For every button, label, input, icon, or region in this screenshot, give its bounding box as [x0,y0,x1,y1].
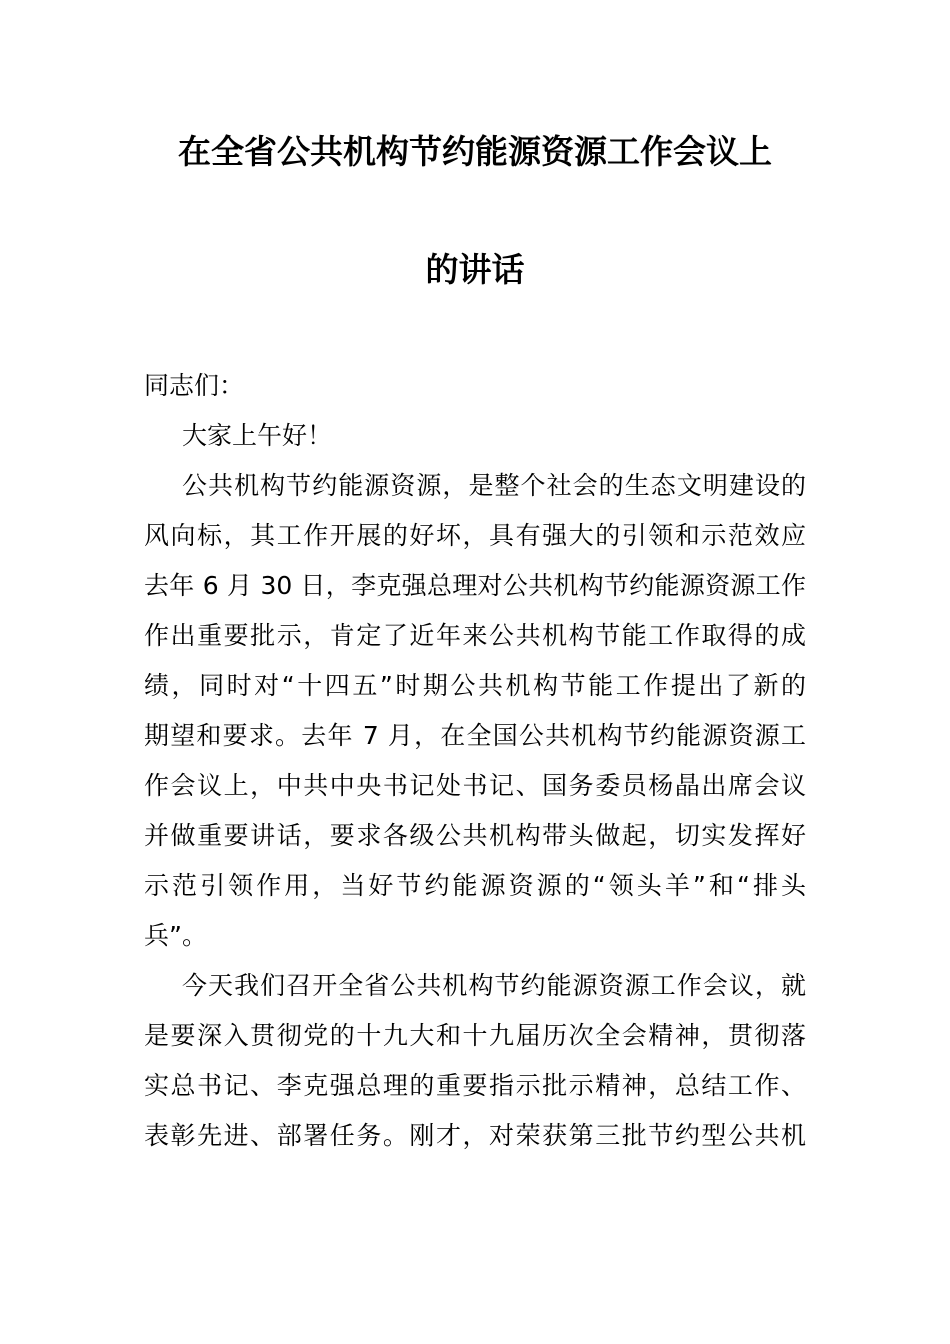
paragraph-line: 示范引领作用，当好节约能源资源的“领头羊”和“排头 [144,871,806,900]
paragraph-line: 表彰先进、部署任务。刚才，对荣获第三批节约型公共机 [144,1121,806,1150]
paragraph-line: 今天我们召开全省公共机构节约能源资源工作会议，就 [182,971,806,1000]
document-title-line-1: 在全省公共机构节约能源资源工作会议上 [178,132,772,171]
paragraph-line: 绩，同时对“十四五”时期公共机构节能工作提出了新的 [144,671,806,700]
paragraph-line: 作出重要批示，肯定了近年来公共机构节能工作取得的成 [144,621,806,650]
paragraph-line: 兵”。 [144,921,207,950]
document-title-line-2: 的讲话 [425,250,525,289]
document-body [144,361,806,1161]
greeting: 大家上午好！ [182,421,333,450]
paragraph-line: 去年 6 月 30 日，李克强总理对公共机构节约能源资源工作 [144,571,806,600]
paragraph-line: 作会议上，中共中央书记处书记、国务委员杨晶出席会议 [144,771,806,800]
salutation: 同志们： [144,371,245,400]
paragraph-1 [144,461,806,961]
paragraph-line: 实总书记、李克强总理的重要指示批示精神，总结工作、 [144,1071,806,1100]
paragraph-2 [144,961,806,1161]
paragraph-line: 并做重要讲话，要求各级公共机构带头做起，切实发挥好 [144,821,806,850]
paragraph-line: 期望和要求。去年 7 月，在全国公共机构节约能源资源工 [144,721,806,750]
paragraph-line: 风向标，其工作开展的好坏，具有强大的引领和示范效应 [144,521,806,550]
paragraph-line: 是要深入贯彻党的十九大和十九届历次全会精神，贯彻落 [144,1021,806,1050]
paragraph-line: 公共机构节约能源资源，是整个社会的生态文明建设的 [182,471,806,500]
